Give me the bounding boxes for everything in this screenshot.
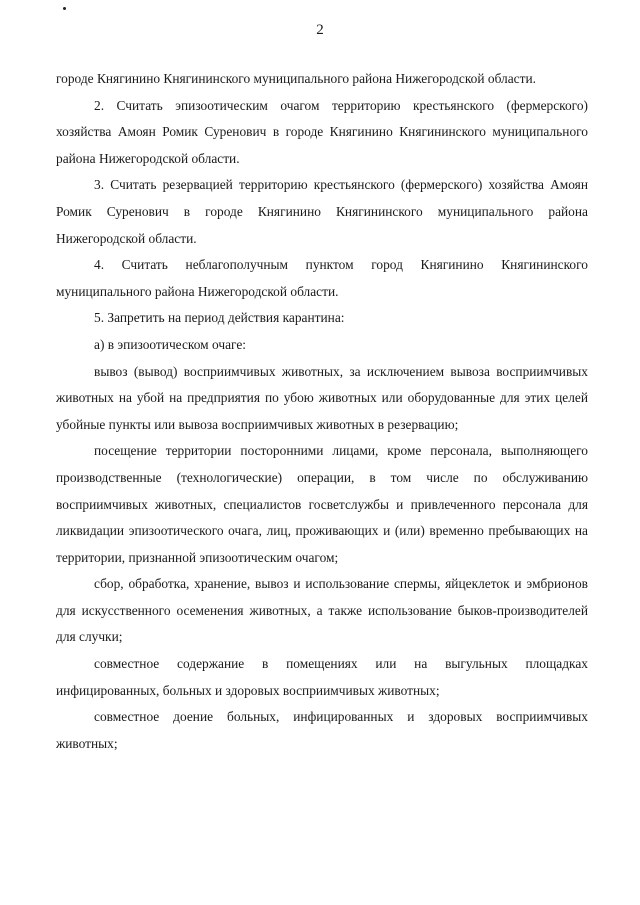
paragraph-prohibition-removal: вывоз (вывод) восприимчивых животных, за исключением вывоза восприимчивых животных на убой на предприятия по убою животных или оборудованные для этих целей убойные пункты или вывоза восприимчивых животных в резервацию; — [56, 363, 588, 432]
paragraph-item-5: 5. Запретить на период действия карантина: — [94, 310, 345, 326]
document-body — [56, 66, 588, 757]
scan-artifact-dot — [63, 7, 66, 10]
paragraph-prohibition-joint-keeping: совместное содержание в помещениях или на выгульных площадках инфицированных, больных и здоровых восприимчивых животных; — [56, 656, 588, 698]
paragraph-prohibition-sperm: сбор, обработка, хранение, вывоз и использование спермы, яйцеклеток и эмбрионов для искусственного осеменения животных, а также использование быков-производителей для случки; — [56, 576, 588, 645]
page-number: 2 — [316, 22, 324, 38]
paragraph-item-2: 2. Считать эпизоотическим очагом территорию крестьянского (фермерского) хозяйства Амоян Ромик Суренович в городе Княгинино Княгининского муниципального района Нижегородской области. — [56, 97, 588, 166]
paragraph-prohibition-joint-milking: совместное доение больных, инфицированных и здоровых восприимчивых животных; — [56, 709, 588, 751]
paragraph-item-3: 3. Считать резервацией территорию крестьянского (фермерского) хозяйства Амоян Ромик Суренович в городе Княгинино Княгининского муниципального района Нижегородской области. — [56, 177, 588, 246]
paragraph-prohibition-visits: посещение территории посторонними лицами, кроме персонала, выполняющего производственные (технологические) операции, в том числе по обслуживанию восприимчивых животных, специалистов госветслужбы и привлеченного персонала для ликвидации эпизоотического очага, лиц, проживающих и (или) временно пребывающих на территории, признанной эпизоотическим очагом; — [56, 443, 588, 565]
paragraph-subitem-a: а) в эпизоотическом очаге: — [94, 336, 246, 352]
paragraph-continuation: городе Княгинино Княгининского муниципального района Нижегородской области. — [56, 71, 536, 86]
paragraph-item-4: 4. Считать неблагополучным пунктом город Княгинино Княгининского муниципального района Нижегородской области. — [56, 257, 588, 299]
